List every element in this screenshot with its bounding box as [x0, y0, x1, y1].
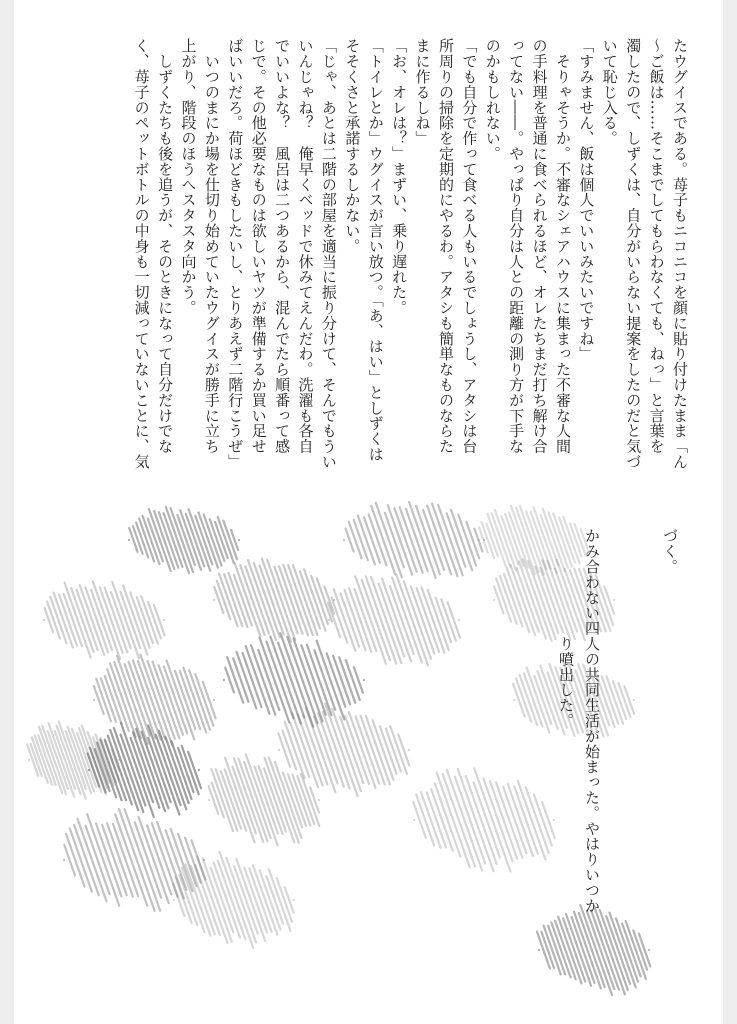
text-line: ばいいだろ。荷ほどきもしたいし、とりあえず二階行こうぜ」: [226, 38, 245, 470]
text-line: [631, 528, 657, 988]
text-line: く、苺子のペットボトルの中身も一切減っていないことに、気: [132, 38, 151, 470]
pencil-scribble: [224, 633, 364, 727]
text-line: づく。: [661, 528, 679, 575]
text-line: [605, 528, 631, 988]
text-line: まに作るしね」: [413, 38, 432, 146]
text-line: じで。その他必要なものは欲しいヤツが準備するか買い足せ: [249, 38, 268, 454]
text-line: そそくさと承諾するしかない。: [343, 38, 362, 254]
text-line: 「お、オレは？」まずい、乗り遅れた。: [390, 38, 409, 316]
pencil-scribble: [328, 575, 460, 666]
pencil-scribble: [27, 721, 119, 798]
pencil-scribble: [44, 581, 165, 659]
text-line: いつのまにか場を仕切り始めていたウグイスが勝手に立ち: [202, 38, 221, 454]
pencil-scribble: [209, 755, 320, 846]
text-line: 所周りの掃除を定期的にやるわ。アタシも簡単なものならた: [436, 38, 455, 454]
text-line: 「じゃ、あとは二階の部屋を適当に振り分けて、そんでもうい: [319, 38, 338, 470]
pencil-scribble: [129, 507, 239, 573]
text-line: 「トイレとか」ウグイスが言い放つ。「あ、はい」としずくは: [366, 38, 385, 462]
text-line: たウグイスである。苺子もニコニコを顔に貼り付けたまま「ん: [671, 38, 689, 470]
text-line: 〜ご飯は……そこまでしてもらわなくても、ねっ」と言葉を: [647, 38, 666, 454]
text-line: のかもしれない。: [483, 38, 502, 162]
pencil-scribble: [94, 655, 216, 746]
lower-text-column: [553, 528, 683, 988]
text-line: いんじゃね？ 俺早くベッドで休みてえんだわ。洗濯も各自: [296, 38, 315, 454]
text-line: 濁したので、しずくは、自分がいらない提案をしたのだと気づ: [624, 38, 643, 470]
text-line: いて恥じ入る。: [600, 38, 619, 146]
text-line: しずくたちも後を追うが、そのときになって自分だけでな: [156, 38, 175, 454]
text-line: り噴出した。: [557, 528, 575, 729]
pencil-scribble: [214, 559, 334, 642]
pencil-scribble: [64, 809, 205, 911]
text-line: ってない――。やっぱり自分は人との距離の測り方が下手な: [507, 38, 526, 454]
text-line: 「でも自分で作って食べる人もいるでしょうし、アタシは台: [460, 38, 479, 454]
pencil-scribble: [173, 852, 294, 948]
document-page: [14, 0, 723, 1024]
text-line: の手料理を普通に食べられるほど、オレたちまだ打ち解け合: [530, 38, 549, 454]
pencil-scribble: [344, 502, 484, 578]
pencil-scribble: [413, 768, 554, 871]
text-line: でいいよな？ 風呂は二つあるから、混んでたら順番って感: [273, 38, 292, 454]
text-line: 「すみません、飯は個人でいいみたいですね」: [577, 38, 596, 362]
text-line: そりゃそうか。不審なシェアハウスに集まった不審な人間: [553, 38, 572, 454]
text-line: かみ合わない四人の共同生活が始まった。やはりいつか: [583, 528, 601, 913]
text-line: 上がり、階段のほうへスタスタ向かう。: [179, 38, 198, 316]
